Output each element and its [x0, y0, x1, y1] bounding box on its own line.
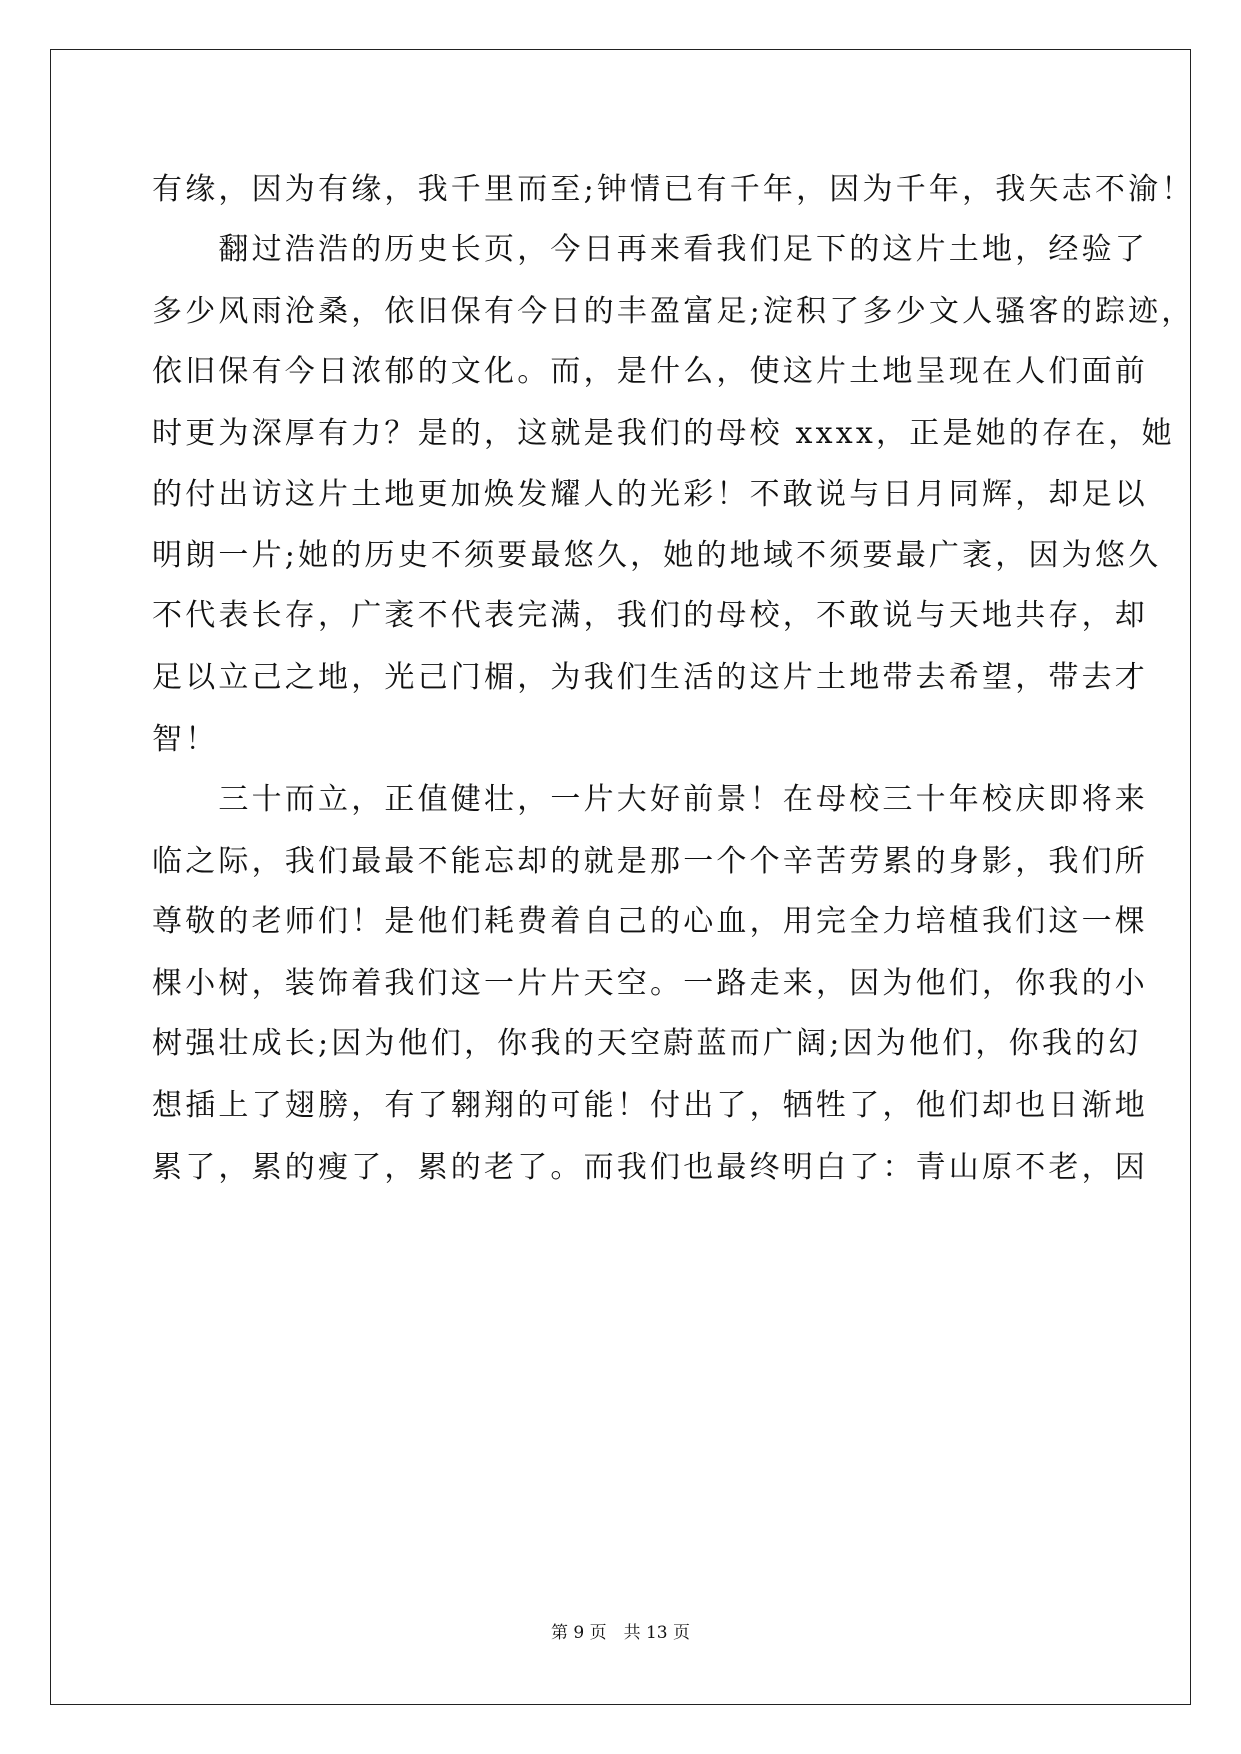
text-line-5: 时更为深厚有力？是的，这就是我们的母校 xxxx，正是她的存在，她 [152, 416, 1175, 451]
text-line-15: 树强壮成长;因为他们，你我的天空蔚蓝而广阔;因为他们，你我的幻 [152, 1026, 1142, 1061]
text-line-17: 累了，累的瘦了，累的老了。而我们也最终明白了：青山原不老，因 [152, 1150, 1148, 1185]
text-line-2: 翻过浩浩的历史长页，今日再来看我们足下的这片土地，经验了 [152, 232, 1148, 267]
text-line-11: 三十而立，正值健壮，一片大好前景！在母校三十年校庆即将来 [152, 782, 1148, 817]
text-line-13: 尊敬的老师们！是他们耗费着自己的心血，用完全力培植我们这一棵 [152, 904, 1148, 939]
text-line-3: 多少风雨沧桑，依旧保有今日的丰盈富足;淀积了多少文人骚客的踪迹， [152, 294, 1195, 329]
text-line-8: 不代表长存，广袤不代表完满，我们的母校，不敢说与天地共存，却 [152, 598, 1148, 633]
text-line-9: 足以立己之地，光己门楣，为我们生活的这片土地带去希望，带去才 [152, 660, 1148, 695]
page-number-footer: 第 9 页 共 13 页 [550, 1623, 691, 1643]
text-line-7: 明朗一片;她的历史不须要最悠久，她的地域不须要最广袤，因为悠久 [152, 538, 1162, 573]
text-line-16: 想插上了翅膀，有了翱翔的可能！付出了，牺牲了，他们却也日渐地 [152, 1088, 1148, 1123]
text-line-10: 智！ [152, 722, 219, 757]
text-line-6: 的付出访这片土地更加焕发耀人的光彩！不敢说与日月同辉，却足以 [152, 477, 1148, 512]
text-line-1: 有缘，因为有缘，我千里而至;钟情已有千年，因为千年，我矢志不渝！ [152, 172, 1195, 207]
text-line-12: 临之际，我们最最不能忘却的就是那一个个辛苦劳累的身影，我们所 [152, 844, 1148, 879]
text-line-4: 依旧保有今日浓郁的文化。而，是什么，使这片土地呈现在人们面前 [152, 354, 1148, 389]
text-line-14: 棵小树，装饰着我们这一片片天空。一路走来，因为他们，你我的小 [152, 966, 1148, 1001]
